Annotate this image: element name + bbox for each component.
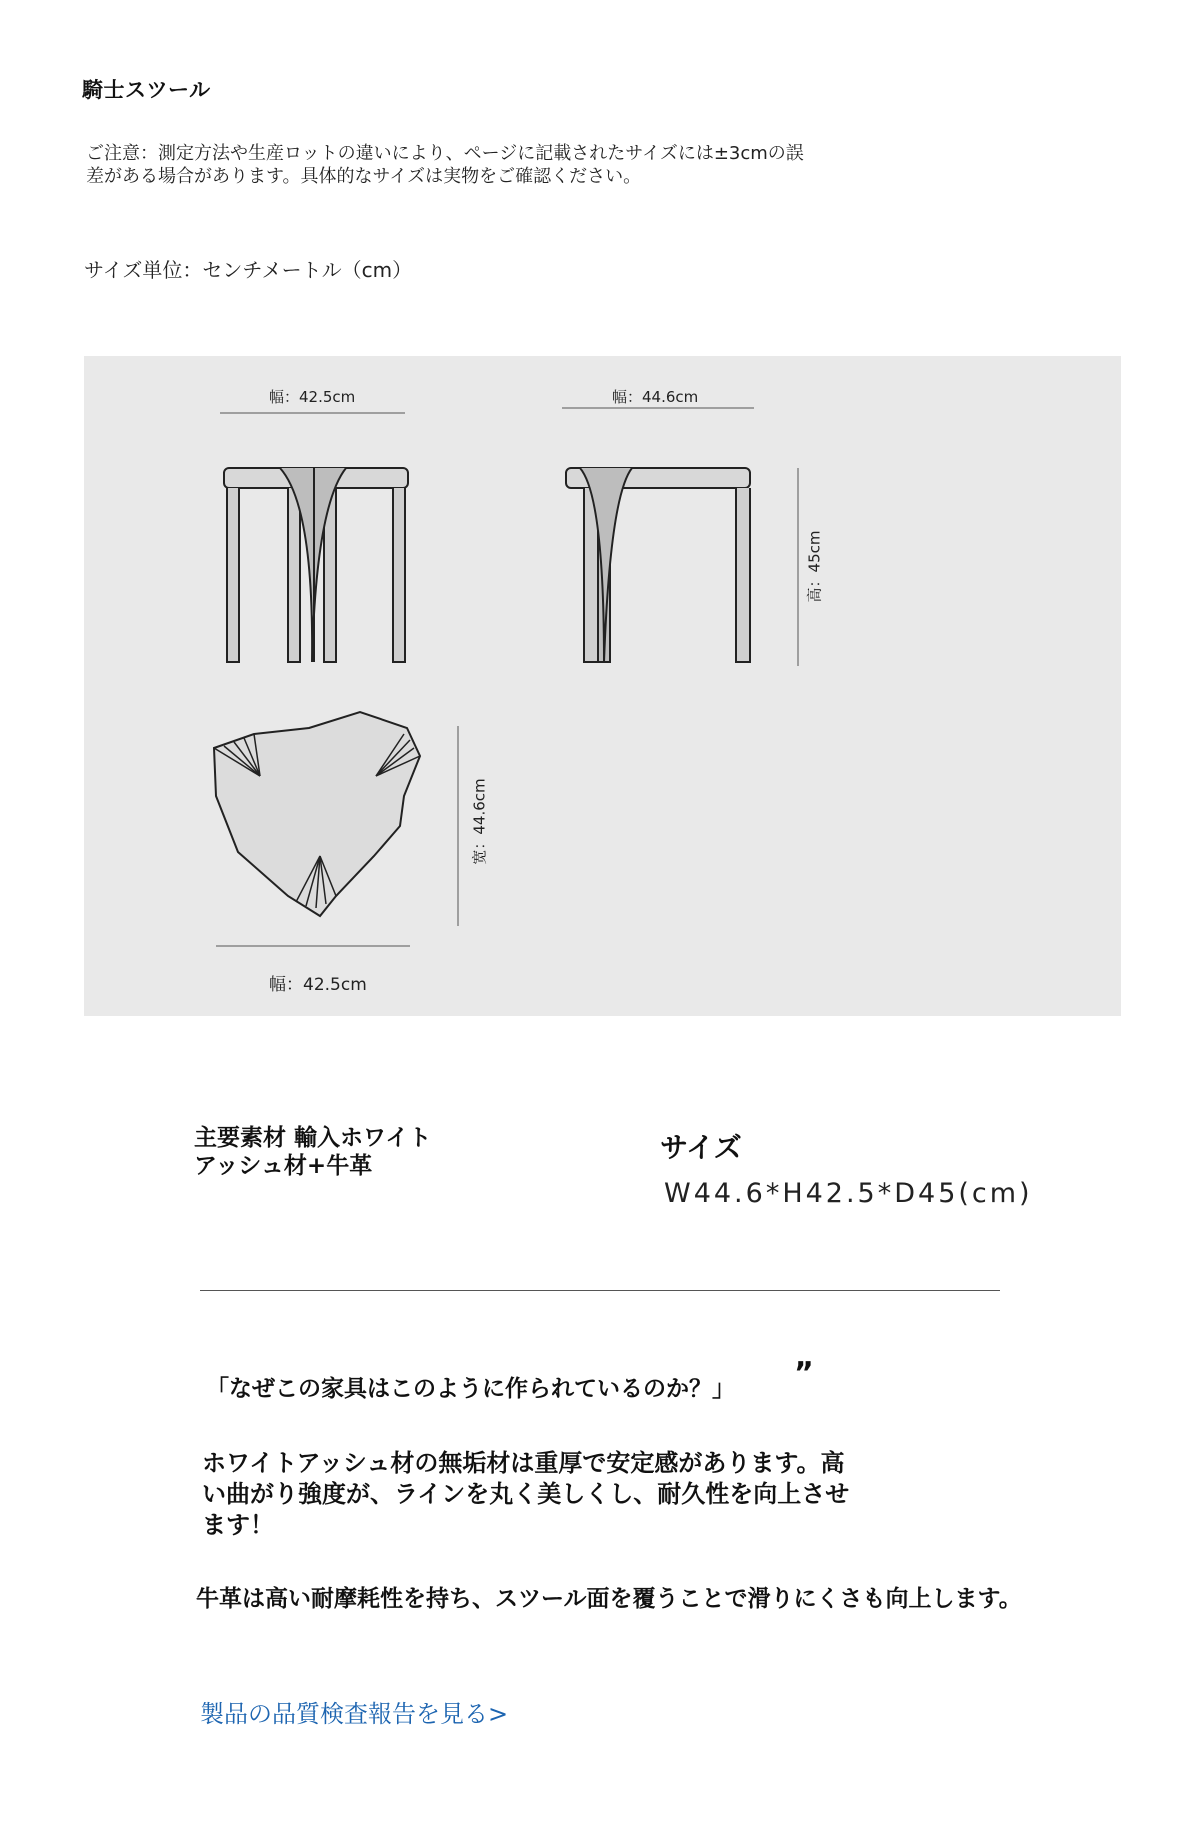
product-title: 騎士スツール xyxy=(82,78,211,102)
side-height-label: 高：45cm xyxy=(805,530,824,603)
why-heading: 「なぜこの家具はこのように作られているのか？」 xyxy=(206,1376,735,1402)
material-info: 主要素材 輸入ホワイトアッシュ材+牛革 xyxy=(194,1125,432,1179)
top-depth-label: 宽：44.6cm xyxy=(470,778,489,865)
size-unit-label: サイズ単位：センチメートル（cm） xyxy=(84,258,413,282)
front-width-label: 幅：42.5cm xyxy=(269,388,356,406)
dimension-drawing xyxy=(84,356,1121,1016)
quote-mark: ” xyxy=(794,1356,814,1391)
top-view-drawing xyxy=(214,712,458,946)
section-divider xyxy=(200,1290,1000,1291)
side-view-drawing xyxy=(562,408,798,666)
front-view-drawing xyxy=(220,413,408,662)
top-width-label: 幅：42.5cm xyxy=(269,975,367,995)
size-heading: サイズ xyxy=(660,1131,742,1164)
quality-report-link[interactable]: 製品の品質検査報告を見る> xyxy=(200,1700,509,1728)
stool-drawings-svg xyxy=(84,356,1121,1016)
side-width-label: 幅：44.6cm xyxy=(612,388,699,406)
measurement-notice: ご注意：測定方法や生産ロットの違いにより、ページに記載されたサイズには±3cmの誤差がある場合があります。具体的なサイズは実物をご確認ください。 xyxy=(86,143,804,187)
leather-description: 牛革は高い耐摩耗性を持ち、スツール面を覆うことで滑りにくさも向上します。 xyxy=(196,1586,1022,1612)
size-value: W44.6*H42.5*D45(cm) xyxy=(664,1178,1033,1209)
wood-description: ホワイトアッシュ材の無垢材は重厚で安定感があります。高い曲がり強度が、ラインを丸く美しくし、耐久性を向上させます！ xyxy=(202,1449,850,1539)
